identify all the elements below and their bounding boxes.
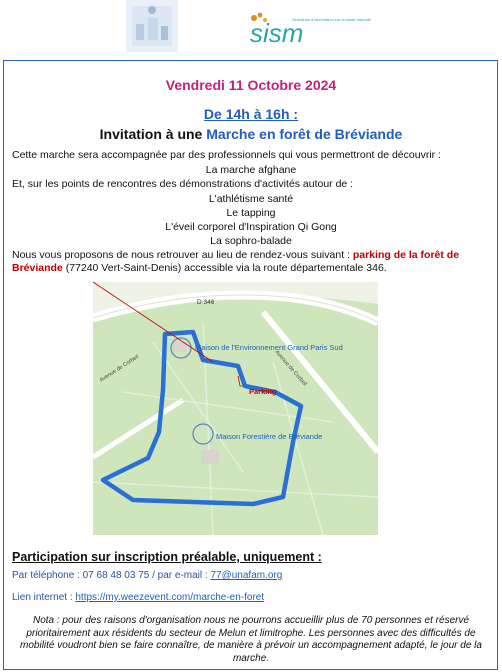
event-date: Vendredi 11 Octobre 2024 xyxy=(165,77,337,93)
meeting-suffix: (77240 Vert-Saint-Denis) accessible via la route départementale 346. xyxy=(62,262,387,274)
avenue-label: Avenue de Corbeil xyxy=(273,349,308,388)
semaine-illustration-logo xyxy=(126,0,178,52)
demos-text: Et, sur les points de rencontres des démonstrations d'activités autour de : xyxy=(12,178,354,190)
place-label-environment: Maison de l'Environnement Grand Paris Sud xyxy=(195,343,343,352)
contact-line xyxy=(12,570,282,581)
phone-line: Par téléphone : 07 68 48 03 75 / par e-mail : xyxy=(12,570,211,581)
road-label: D 346 xyxy=(197,299,215,306)
web-link[interactable]: https://my.weezevent.com/marche-en-foret xyxy=(75,592,265,603)
logo-word: sism xyxy=(250,18,304,48)
forest-map xyxy=(93,282,378,535)
activity-item: La sophro-balade xyxy=(210,235,292,247)
logo-tagline: Semaines d'information sur la santé mentale xyxy=(292,17,371,22)
note-text: Nota : pour des raisons d'organisation nous ne pourrons accueillir plus de 70 personnes et réservé prioritairement aux résidents du secteur de Melun et limitrophe. Les personnes avec des difficultés de mobilité voudront bien se faire connaître, de manière à prévoir un accompagnement adapté, le jour de la marche. xyxy=(20,615,482,664)
activity-afghan: La marche afghane xyxy=(205,164,297,176)
building xyxy=(201,450,219,464)
participation-heading: Participation sur inscription préalable, uniquement : xyxy=(12,550,322,564)
meeting-paragraph xyxy=(12,249,490,275)
activity-item: Le tapping xyxy=(226,207,276,219)
event-time: De 14h à 16h : xyxy=(203,106,299,122)
parking-label: Parking xyxy=(249,387,277,396)
intro-text: Cette marche sera accompagnée par des professionnels qui vous permettront de découvrir : xyxy=(12,149,441,161)
meeting-prefix: Nous vous proposons de nous retrouver au lieu de rendez-vous suivant : xyxy=(12,249,353,261)
sism-logo xyxy=(240,8,371,50)
invite-title: Marche en forêt de Bréviande xyxy=(206,126,403,142)
activity-item: L'athlétisme santé xyxy=(208,193,294,205)
web-line xyxy=(12,592,264,603)
place-label-forest: Maison Forestière de Bréviande xyxy=(216,432,323,441)
avenue-label: Avenue de Corbeil xyxy=(98,354,140,384)
meeting-place: parking de la forêt de Bréviande xyxy=(12,249,460,274)
email-link[interactable]: 77@unafam.org xyxy=(210,570,283,581)
invite-prefix: Invitation à une xyxy=(99,126,207,142)
event-title xyxy=(0,126,502,142)
activity-item: L'éveil corporel d'Inspiration Qi Gong xyxy=(165,221,337,233)
web-prefix: Lien internet : xyxy=(12,592,76,603)
